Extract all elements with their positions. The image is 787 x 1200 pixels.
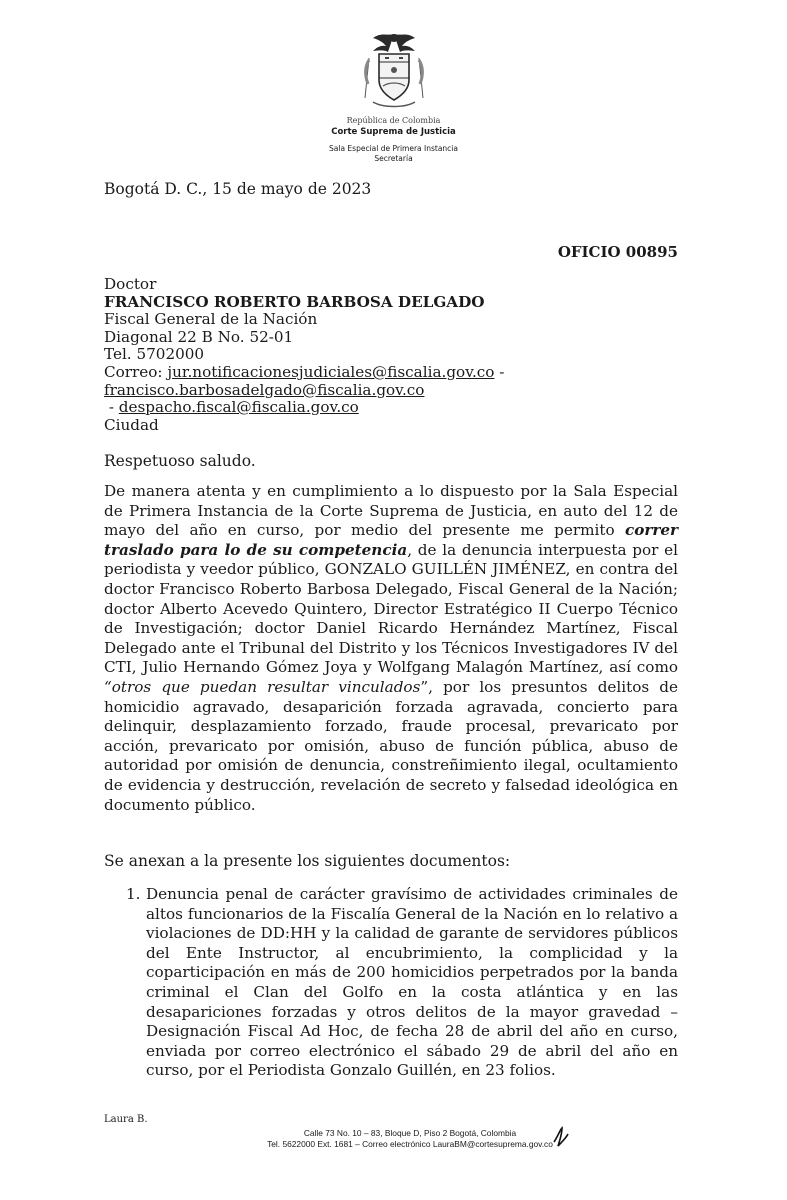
email-link-notificaciones[interactable]: jur.notificacionesjudiciales@fiscalia.gov.co: [167, 362, 495, 381]
annex-intro: Se anexan a la presente los siguientes documentos:: [104, 852, 511, 870]
footer: [180, 1128, 640, 1150]
addressee-name: FRANCISCO ROBERTO BARBOSA DELGADO: [104, 292, 485, 311]
email-link-fiscal[interactable]: francisco.barbosadelgado@fiscalia.gov.co: [104, 380, 425, 399]
email-separator: -: [104, 398, 119, 417]
colombia-coat-of-arms-seal-icon: [359, 28, 429, 114]
email-label: Correo:: [104, 362, 163, 381]
email-link-despacho[interactable]: despacho.fiscal@fiscalia.gov.co: [118, 398, 359, 417]
paragraph-emphasis: correr traslado para lo de su competencia: [104, 521, 678, 559]
addressee-title: Doctor: [104, 275, 157, 293]
country-name: República de Colombia: [346, 116, 441, 125]
dateline: Bogotá D. C., 15 de mayo de 2023: [104, 180, 372, 198]
addressee-phone: Tel. 5702000: [104, 345, 205, 364]
paragraph-quote: “otros que puedan resultar vinculados: [104, 677, 421, 696]
office-name: Secretaría: [374, 154, 413, 164]
list-item: [126, 885, 678, 1081]
paragraph-text: , de la denuncia interpuesta por el periodista y veedor público, GONZALO GUILLÉN JIMÉNEZ, en contra del doctor Francisco Roberto Barbosa Delegado, Fiscal General de la Nación; doctor Alberto Acevedo Quintero, Director Estratégico II Cuerpo Técnico de Investigación; doctor Daniel Ricardo Hernández Martínez, Fiscal Delegado ante el Tribunal del Distrito y los Técnicos Investigadores IV del CTI, Julio Hernando Gómez Joya y Wolfgang Malagón Martínez, así como: [104, 540, 678, 677]
handwritten-initial-icon: [550, 1126, 572, 1148]
list-item-number: 1.: [126, 885, 141, 903]
main-paragraph: [104, 482, 678, 815]
author-initials: Laura B.: [104, 1114, 148, 1125]
addressee-address: Diagonal 22 B No. 52-01: [104, 327, 294, 346]
list-item-text: Denuncia penal de carácter gravísimo de actividades criminales de altos funcionarios de la Fiscalía General de la Nación en lo relativo a violaciones de DD:HH y la calidad de garante de servidores públicos del Ente Instructor, al encubrimiento, la complicidad y la coparticipación en más de 200 homicidios perpetrados por la banda criminal el Clan del Golfo en la costa atlántica y en las desapariciones forzadas y otros delitos de la mayor gravedad – Designación Fiscal Ad Hoc, de fecha 28 de abril del año en curso, enviada por correo electrónico el sábado 29 de abril del año en curso, por el Periodista Gonzalo Guillén, en 23 folios.: [146, 885, 678, 1080]
email-separator: -: [494, 362, 505, 381]
addressee-city: Ciudad: [104, 415, 159, 434]
footer-contact: Tel. 5622000 Ext. 1681 – Correo electrónico LauraBM@cortesuprema.gov.co: [267, 1139, 553, 1149]
court-name: Corte Suprema de Justicia: [331, 126, 456, 137]
paragraph-text: De manera atenta y en cumplimiento a lo dispuesto por la Sala Especial de Primera Instancia de la Corte Suprema de Justicia, en auto del 12 de mayo del año en curso, por medio del presente me permito: [104, 482, 678, 540]
footer-address: Calle 73 No. 10 – 83, Bloque D, Piso 2 Bogotá, Colombia: [303, 1128, 517, 1138]
oficio-number: OFICIO 00895: [557, 243, 678, 261]
addressee-email-line-1: [104, 364, 678, 382]
chamber-name: Sala Especial de Primera Instancia: [329, 144, 458, 154]
greeting: Respetuoso saludo.: [104, 452, 256, 470]
addressee-block: [104, 276, 678, 434]
annex-list: [126, 885, 678, 1081]
addressee-position: Fiscal General de la Nación: [104, 310, 318, 329]
paragraph-text: ”, por los presuntos delitos de homicidio agravado, desaparición forzada agravada, concierto para delinquir, desplazamiento forzado, fraude procesal, prevaricato por acción, prevaricato por omisión, abuso de función pública, abuso de autoridad por omisión de denuncia, constreñimiento ilegal, ocultamiento de evidencia y destrucción, revelación de secreto y falsedad ideológica en documento público.: [104, 677, 678, 814]
letterhead: [0, 28, 787, 165]
addressee-email-line-2: [104, 382, 678, 417]
